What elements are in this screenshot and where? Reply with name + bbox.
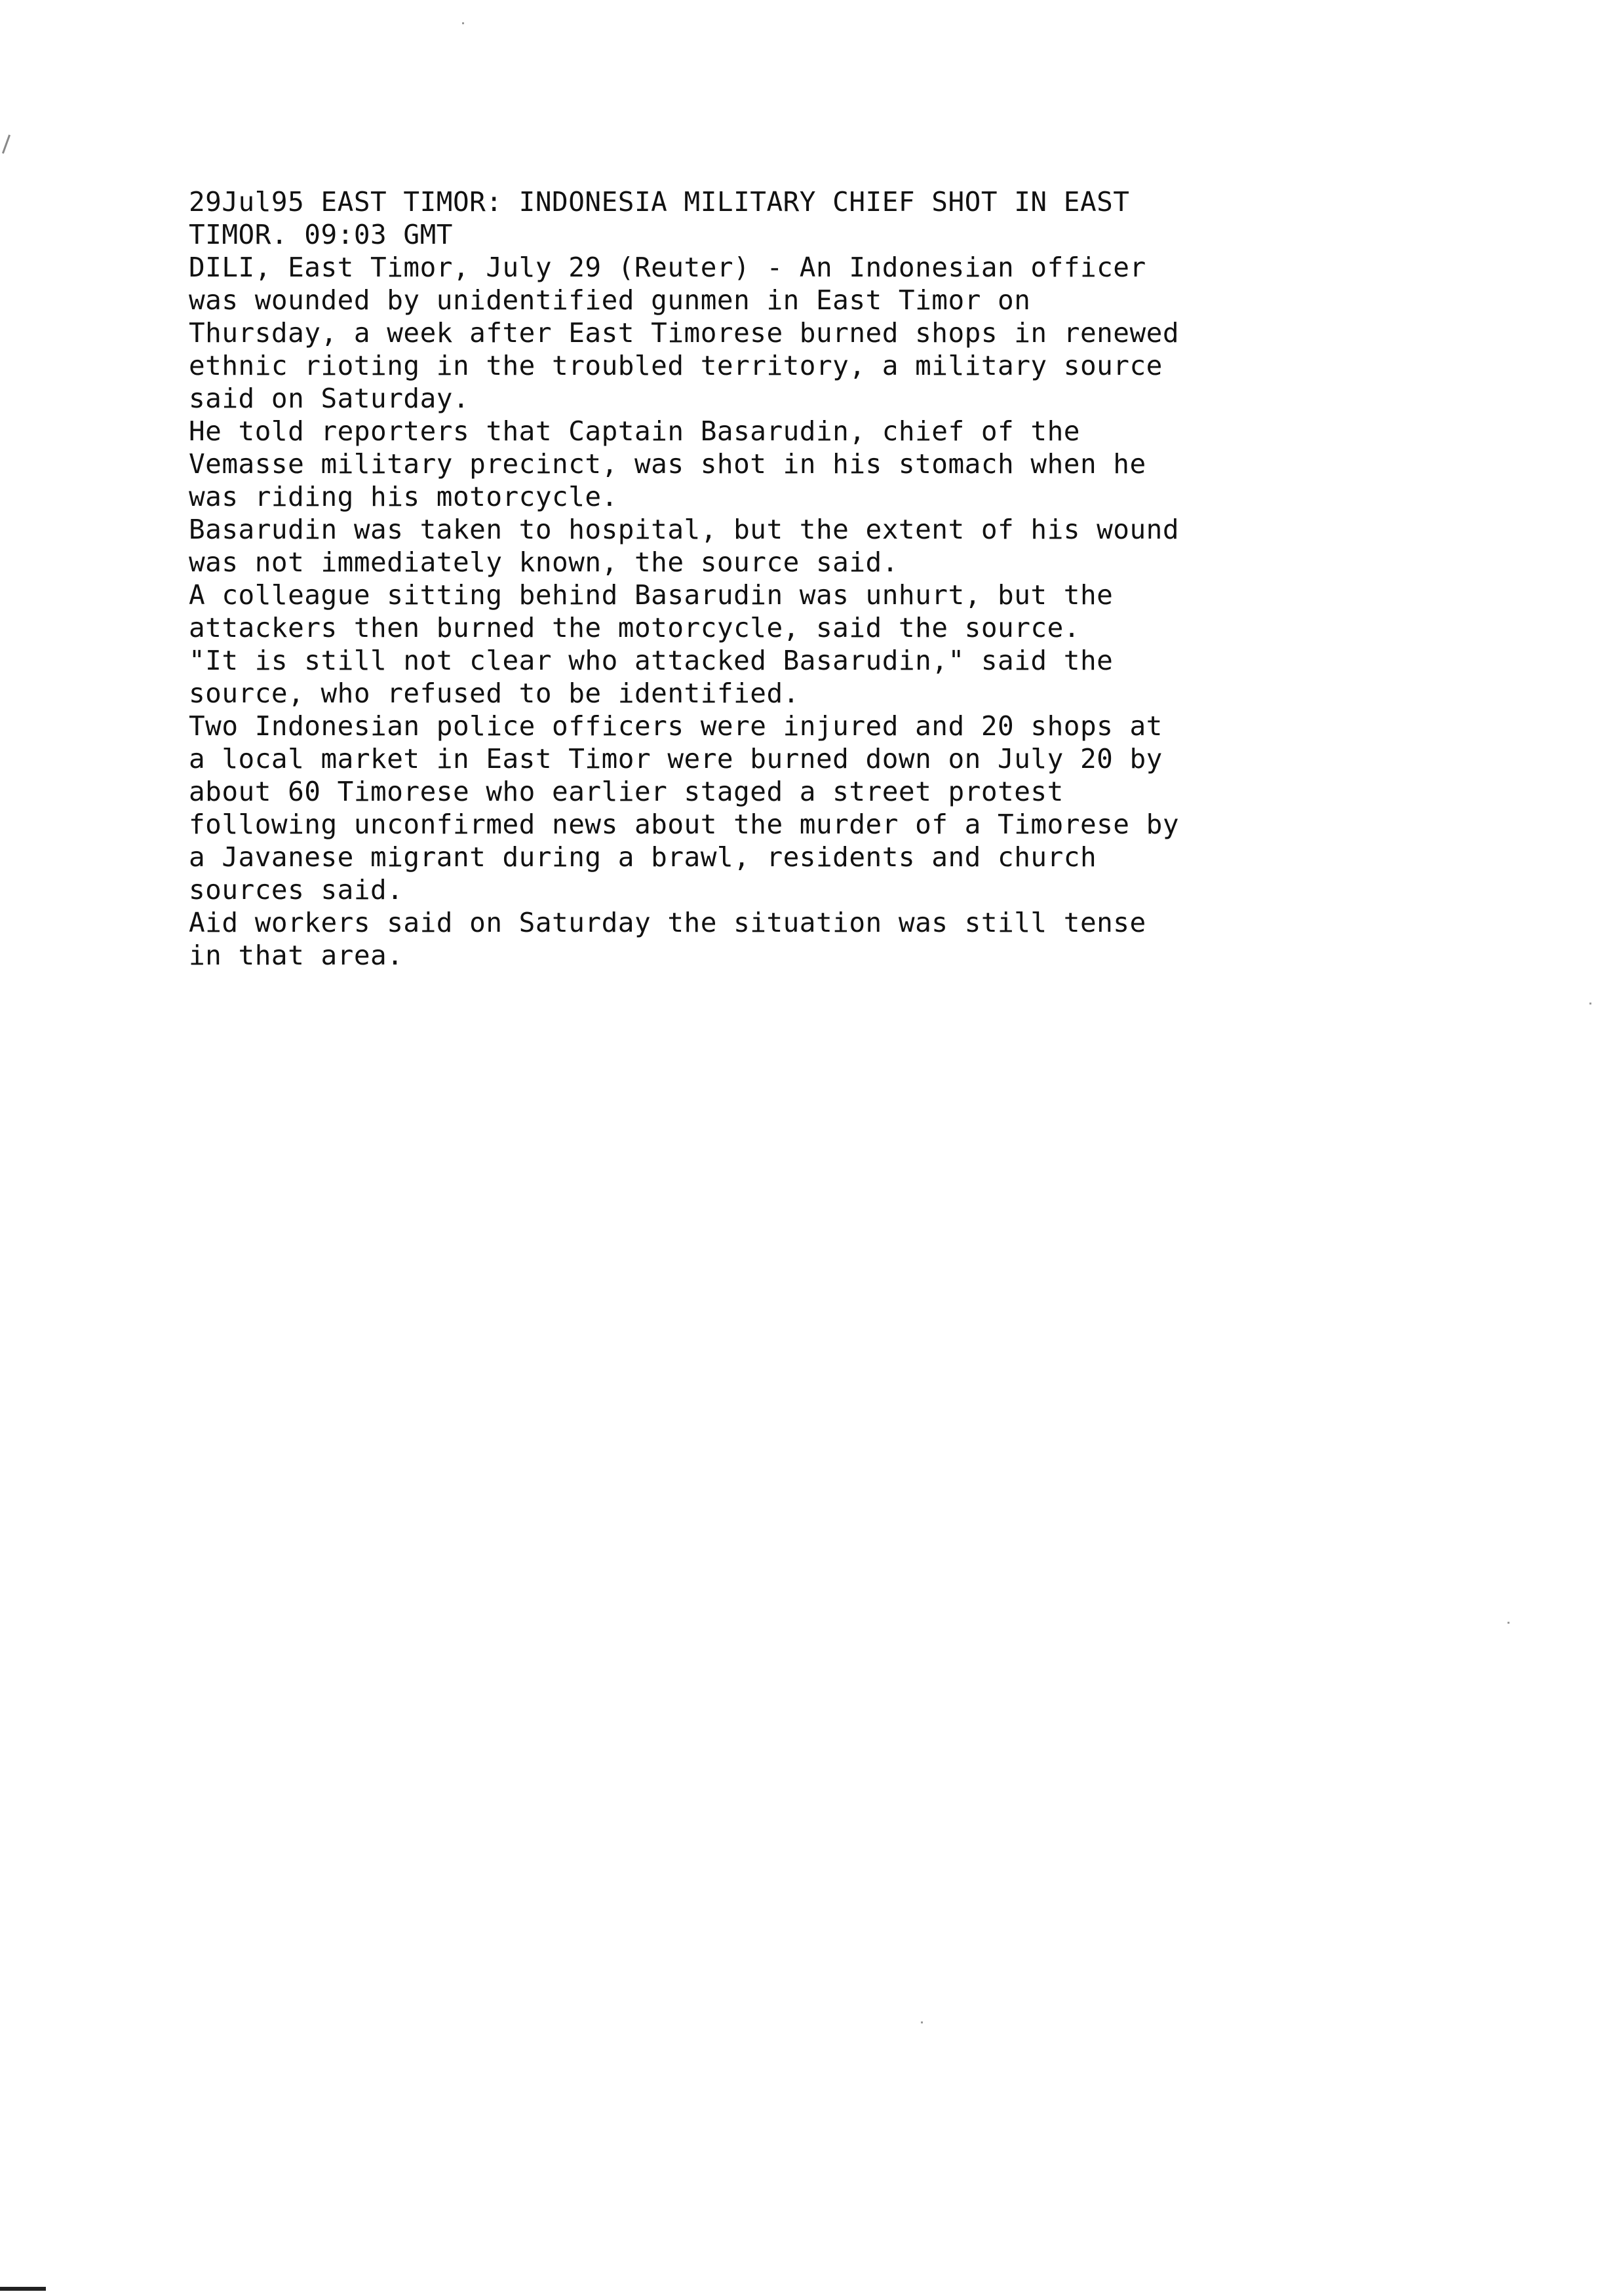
text-line: source, who refused to be identified. bbox=[189, 678, 800, 709]
headline-line-2: TIMOR. 09:03 GMT bbox=[189, 219, 453, 250]
text-line: was wounded by unidentified gunmen in East Timor on bbox=[189, 284, 1031, 316]
text-line: DILI, East Timor, July 29 (Reuter) - An Indonesian officer bbox=[189, 252, 1146, 283]
text-line: a Javanese migrant during a brawl, residents and church bbox=[189, 841, 1097, 873]
text-line: about 60 Timorese who earlier staged a street protest bbox=[189, 776, 1064, 807]
scan-speck bbox=[462, 22, 464, 24]
text-line: Aid workers said on Saturday the situation was still tense bbox=[189, 907, 1146, 938]
headline-line-1: 29Jul95 EAST TIMOR: INDONESIA MILITARY CHIEF SHOT IN EAST bbox=[189, 186, 1130, 218]
text-line: was riding his motorcycle. bbox=[189, 481, 618, 512]
scan-speck bbox=[1589, 1003, 1591, 1004]
article-text bbox=[189, 185, 1434, 972]
text-line: attackers then burned the motorcycle, said the source. bbox=[189, 612, 1080, 643]
text-line: following unconfirmed news about the murder of a Timorese by bbox=[189, 809, 1180, 840]
text-line: sources said. bbox=[189, 874, 404, 906]
text-line: in that area. bbox=[189, 940, 404, 971]
text-line: Two Indonesian police officers were injured and 20 shops at bbox=[189, 710, 1163, 742]
text-line: Basarudin was taken to hospital, but the extent of his wound bbox=[189, 514, 1180, 545]
text-line: He told reporters that Captain Basarudin, chief of the bbox=[189, 415, 1080, 447]
text-line: Vemasse military precinct, was shot in his stomach when he bbox=[189, 448, 1146, 480]
text-line: Thursday, a week after East Timorese burned shops in renewed bbox=[189, 317, 1180, 349]
text-line: a local market in East Timor were burned down on July 20 by bbox=[189, 743, 1163, 775]
scan-speck bbox=[1508, 1622, 1509, 1624]
text-line: "It is still not clear who attacked Basarudin," said the bbox=[189, 645, 1114, 676]
scan-edge-mark bbox=[0, 2287, 46, 2291]
text-line: was not immediately known, the source said. bbox=[189, 546, 899, 578]
text-line: ethnic rioting in the troubled territory, a military source bbox=[189, 350, 1163, 381]
text-line: said on Saturday. bbox=[189, 383, 470, 414]
scan-mark bbox=[2, 134, 10, 153]
scan-speck bbox=[921, 2021, 923, 2023]
text-line: A colleague sitting behind Basarudin was unhurt, but the bbox=[189, 579, 1114, 611]
